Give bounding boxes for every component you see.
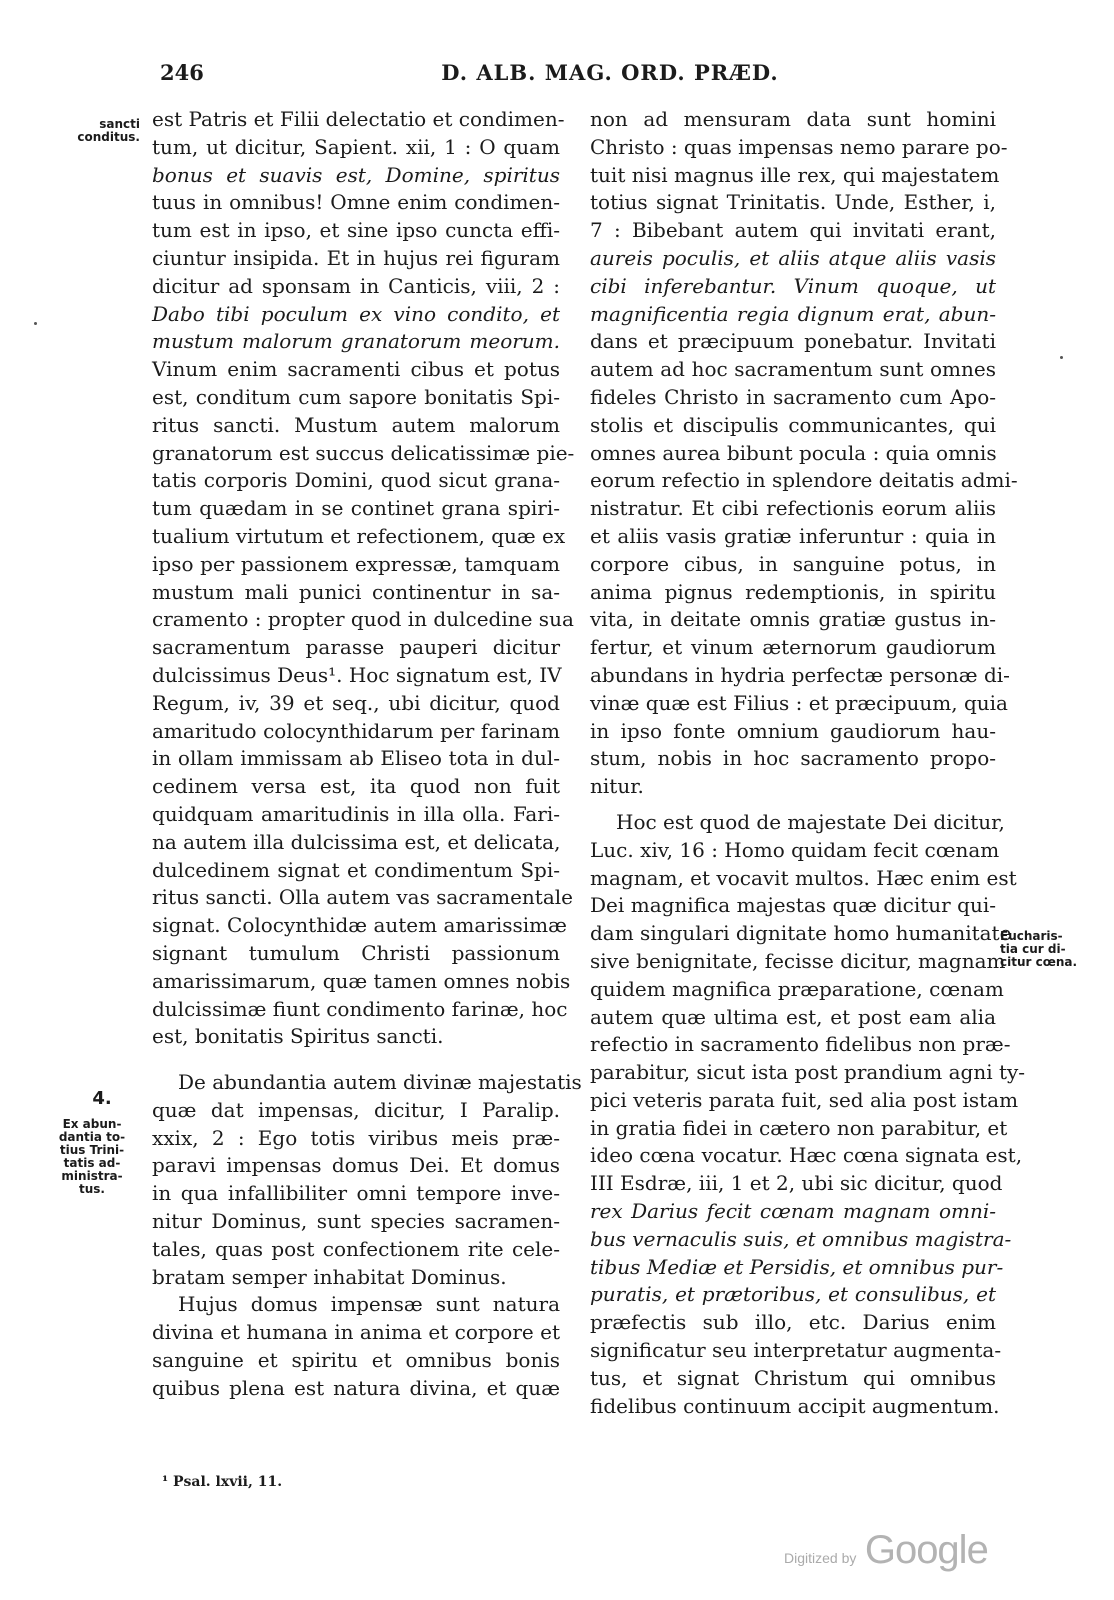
text-line: Regum, iv, 39 et seq., ubi dicitur, quod	[152, 690, 560, 715]
margin-note-line: tus.	[79, 1182, 105, 1196]
paragraph	[152, 1291, 560, 1402]
text-line: Luc. xiv, 16 : Homo quidam fecit cœnam	[590, 837, 1000, 862]
text-line: in qua infallibiliter omni tempore inve-	[152, 1181, 560, 1206]
margin-note-line: tia cur di-	[1000, 942, 1066, 956]
text-line: fideles Christo in sacramento cum Apo-	[590, 384, 996, 409]
text-line: puratis, et prætoribus, et consulibus, et	[590, 1282, 996, 1307]
text-line: significatur seu interpretatur augmenta-	[590, 1338, 1002, 1363]
scan-speck	[34, 322, 37, 325]
watermark-prefix: Digitized by	[784, 1550, 857, 1566]
text-line: mustum malorum granatorum meorum.	[152, 329, 560, 354]
text-line: est, bonitatis Spiritus sancti.	[152, 1024, 444, 1049]
text-line: et aliis vasis gratiæ inferuntur : quia in	[590, 523, 996, 548]
text-line: tales, quas post confectionem rite cele-	[152, 1236, 560, 1261]
text-line: cramento : propter quod in dulcedine sua	[152, 607, 574, 632]
text-line: Hujus domus impensæ sunt natura	[178, 1292, 560, 1317]
margin-note-line: sancti	[99, 117, 140, 131]
text-line: tuus in omnibus! Omne enim condimen-	[152, 190, 560, 215]
text-line: Vinum enim sacramenti cibus et potus	[152, 357, 560, 382]
text-line: refectio in sacramento fidelibus non præ-	[590, 1032, 1011, 1057]
text-line: anima pignus redemptionis, in spiritu	[590, 579, 996, 604]
margin-note-line: dantia to-	[58, 1130, 126, 1144]
text-line: dulcissimæ fiunt condimento farinæ, hoc	[152, 996, 568, 1021]
text-line: Hoc est quod de majestate Dei dicitur,	[616, 809, 1005, 834]
text-line: autem ad hoc sacramentum sunt omnes	[590, 357, 996, 382]
text-line: amarissimarum, quæ tamen omnes nobis	[152, 968, 571, 993]
text-line: bonus et suavis est, Domine, spiritus	[152, 162, 560, 187]
google-logo: Google	[864, 1528, 988, 1572]
text-line: rex Darius fecit cœnam magnam omni-	[590, 1199, 996, 1224]
text-line: est Patris et Filii delectatio et condimen-	[152, 107, 565, 131]
text-line: magnificentia regia dignum erat, abun-	[590, 301, 996, 326]
text-line: bus vernaculis suis, et omnibus magistra-	[590, 1226, 1012, 1251]
text-line: signat. Colocynthidæ autem amarissimæ	[152, 913, 567, 938]
text-line: Dei magnifica majestas quæ dicitur qui-	[590, 893, 996, 918]
text-line: ipso per passionem expressæ, tamquam	[152, 551, 560, 576]
margin-note-eucharistia	[1000, 930, 1084, 969]
text-line: in gratia fidei in cætero non parabitur, et	[590, 1115, 1008, 1140]
text-line: ritus sancti. Olla autem vas sacramentale	[152, 885, 573, 910]
text-line: 7 : Bibebant autem qui invitati erant,	[590, 218, 996, 243]
text-line: est, conditum cum sapore bonitatis Spi-	[152, 384, 560, 409]
margin-note-line: tatis ad-	[63, 1156, 121, 1170]
text-line: tatis corporis Domini, quod sicut grana-	[152, 468, 560, 493]
text-line: Christo : quas impensas nemo parare po-	[590, 134, 1008, 159]
text-line: quibus plena est natura divina, et quæ	[152, 1375, 560, 1400]
text-line: tus, et signat Christum qui omnibus	[590, 1365, 996, 1390]
text-line: tualium virtutum et refectionem, quæ ex	[152, 523, 566, 548]
text-line: pici veteris parata fuit, sed alia post istam	[590, 1087, 1019, 1112]
text-line: abundans in hydria perfectæ personæ di-	[590, 662, 1010, 687]
text-line: dulcedinem signat et condimentum Spi-	[152, 857, 560, 882]
text-line: vita, in deitate omnis gratiæ gustus in-	[590, 607, 996, 632]
text-line: Dabo tibi poculum ex vino condito, et	[152, 301, 560, 326]
text-line: nistratur. Et cibi refectionis eorum aliis	[590, 496, 996, 521]
margin-note-line: Ex abun-	[62, 1117, 122, 1131]
text-line: dicitur ad sponsam in Canticis, viii, 2 :	[152, 273, 560, 298]
text-line: stum, nobis in hoc sacramento propo-	[590, 746, 996, 771]
text-line: præfectis sub illo, etc. Darius enim	[590, 1310, 996, 1335]
right-column	[590, 106, 1026, 1420]
text-line: autem quæ ultima est, et post eam alia	[590, 1004, 996, 1029]
margin-note-line: citur cœna.	[1000, 955, 1078, 969]
text-line: quidquam amaritudinis in illa olla. Fari-	[152, 801, 560, 826]
text-line: fertur, et vinum æternorum gaudiorum	[590, 635, 996, 660]
digitized-by-watermark	[784, 1528, 988, 1573]
page-number: 246	[160, 60, 204, 85]
margin-note-line: ministra-	[61, 1169, 123, 1183]
text-line: De abundantia autem divinæ majestatis	[178, 1070, 582, 1095]
text-line: na autem illa dulcissima est, et delicata,	[152, 829, 561, 854]
paragraph	[152, 106, 575, 1051]
text-line: sive benignitate, fecisse dicitur, magnam	[590, 948, 1006, 973]
text-line: eorum refectio in splendore deitatis admi-	[590, 468, 1018, 493]
text-line: dam singulari dignitate homo humanitate	[590, 921, 1012, 946]
text-line: dans et præcipuum ponebatur. Invitati	[590, 329, 996, 354]
text-line: omnes aurea bibunt pocula : quia omnis	[590, 440, 997, 465]
margin-note-line: tius Trini-	[59, 1143, 125, 1157]
text-line: cedinem versa est, ita quod non fuit	[152, 774, 560, 799]
text-line: tum quædam in se continet grana spiri-	[152, 496, 560, 521]
text-line: ideo cœna vocatur. Hæc cœna signata est,	[590, 1143, 1023, 1168]
text-line: non ad mensuram data sunt homini	[590, 107, 996, 131]
text-line: mustum mali punici continentur in sa-	[152, 579, 560, 604]
text-line: paravi impensas domus Dei. Et domus	[152, 1153, 560, 1178]
text-line: magnam, et vocavit multos. Hæc enim est	[590, 865, 1017, 890]
text-line: divina et humana in anima et corpore et	[152, 1320, 560, 1345]
text-line: totius signat Trinitatis. Unde, Esther, i,	[590, 190, 996, 215]
text-line: stolis et discipulis communicantes, qui	[590, 412, 996, 437]
paragraph	[590, 106, 1018, 801]
text-line: signant tumulum Christi passionum	[152, 940, 560, 965]
running-title: D. ALB. MAG. ORD. PRÆD.	[441, 60, 779, 85]
margin-note-line: Eucharis-	[1000, 929, 1063, 943]
text-line: in ipso fonte omnium gaudiorum hau-	[590, 718, 996, 743]
text-line: tuit nisi magnus ille rex, qui majestatem	[590, 162, 1000, 187]
text-line: nitur Dominus, sunt species sacramen-	[152, 1209, 560, 1234]
section-number: 4.	[92, 1088, 112, 1109]
margin-note-sancti-conditus	[60, 118, 140, 144]
text-line: quidem magnifica præparatione, cœnam	[590, 976, 1004, 1001]
paragraph	[152, 1069, 582, 1291]
text-line: in ollam immissam ab Eliseo tota in dul-	[152, 746, 560, 771]
text-line: ciuntur insipida. Et in hujus rei figuram	[152, 245, 560, 270]
text-line: tibus Mediæ et Persidis, et omnibus pur-	[590, 1254, 1004, 1279]
text-line: nitur.	[590, 774, 644, 799]
text-line: III Esdræ, iii, 1 et 2, ubi sic dicitur, quod	[590, 1171, 1003, 1196]
page-header	[160, 60, 1000, 92]
margin-note-abundantia	[50, 1118, 134, 1196]
text-line: ritus sancti. Mustum autem malorum	[152, 412, 560, 437]
paragraph	[590, 809, 1026, 1421]
text-line: fidelibus continuum accipit augmentum.	[590, 1393, 1000, 1418]
text-line: quæ dat impensas, dicitur, I Paralip.	[152, 1097, 560, 1122]
text-line: sanguine et spiritu et omnibus bonis	[152, 1348, 560, 1373]
text-line: granatorum est succus delicatissimæ pie-	[152, 440, 575, 465]
footnote: ¹ Psal. lxvii, 11.	[162, 1474, 283, 1490]
text-line: amaritudo colocynthidarum per farinam	[152, 718, 560, 743]
text-line: tum, ut dicitur, Sapient. xii, 1 : O quam	[152, 134, 560, 159]
text-line: sacramentum parasse pauperi dicitur	[152, 635, 560, 660]
text-line: xxix, 2 : Ego totis viribus meis præ-	[152, 1125, 560, 1150]
left-column	[152, 106, 582, 1403]
text-line: aureis poculis, et aliis atque aliis vasis	[590, 245, 996, 270]
scan-speck	[1060, 356, 1063, 359]
margin-note-line: conditus.	[77, 130, 140, 144]
text-line: bratam semper inhabitat Dominus.	[152, 1264, 507, 1289]
text-line: tum est in ipso, et sine ipso cuncta effi-	[152, 218, 560, 243]
text-line: vinæ quæ est Filius : et præcipuum, quia	[590, 690, 1008, 715]
text-line: parabitur, sicut ista post prandium agni ty-	[590, 1060, 1026, 1085]
text-line: dulcissimus Deus¹. Hoc signatum est, IV	[152, 662, 562, 687]
text-line: cibi inferebantur. Vinum quoque, ut	[590, 273, 996, 298]
text-line: corpore cibus, in sanguine potus, in	[590, 551, 996, 576]
